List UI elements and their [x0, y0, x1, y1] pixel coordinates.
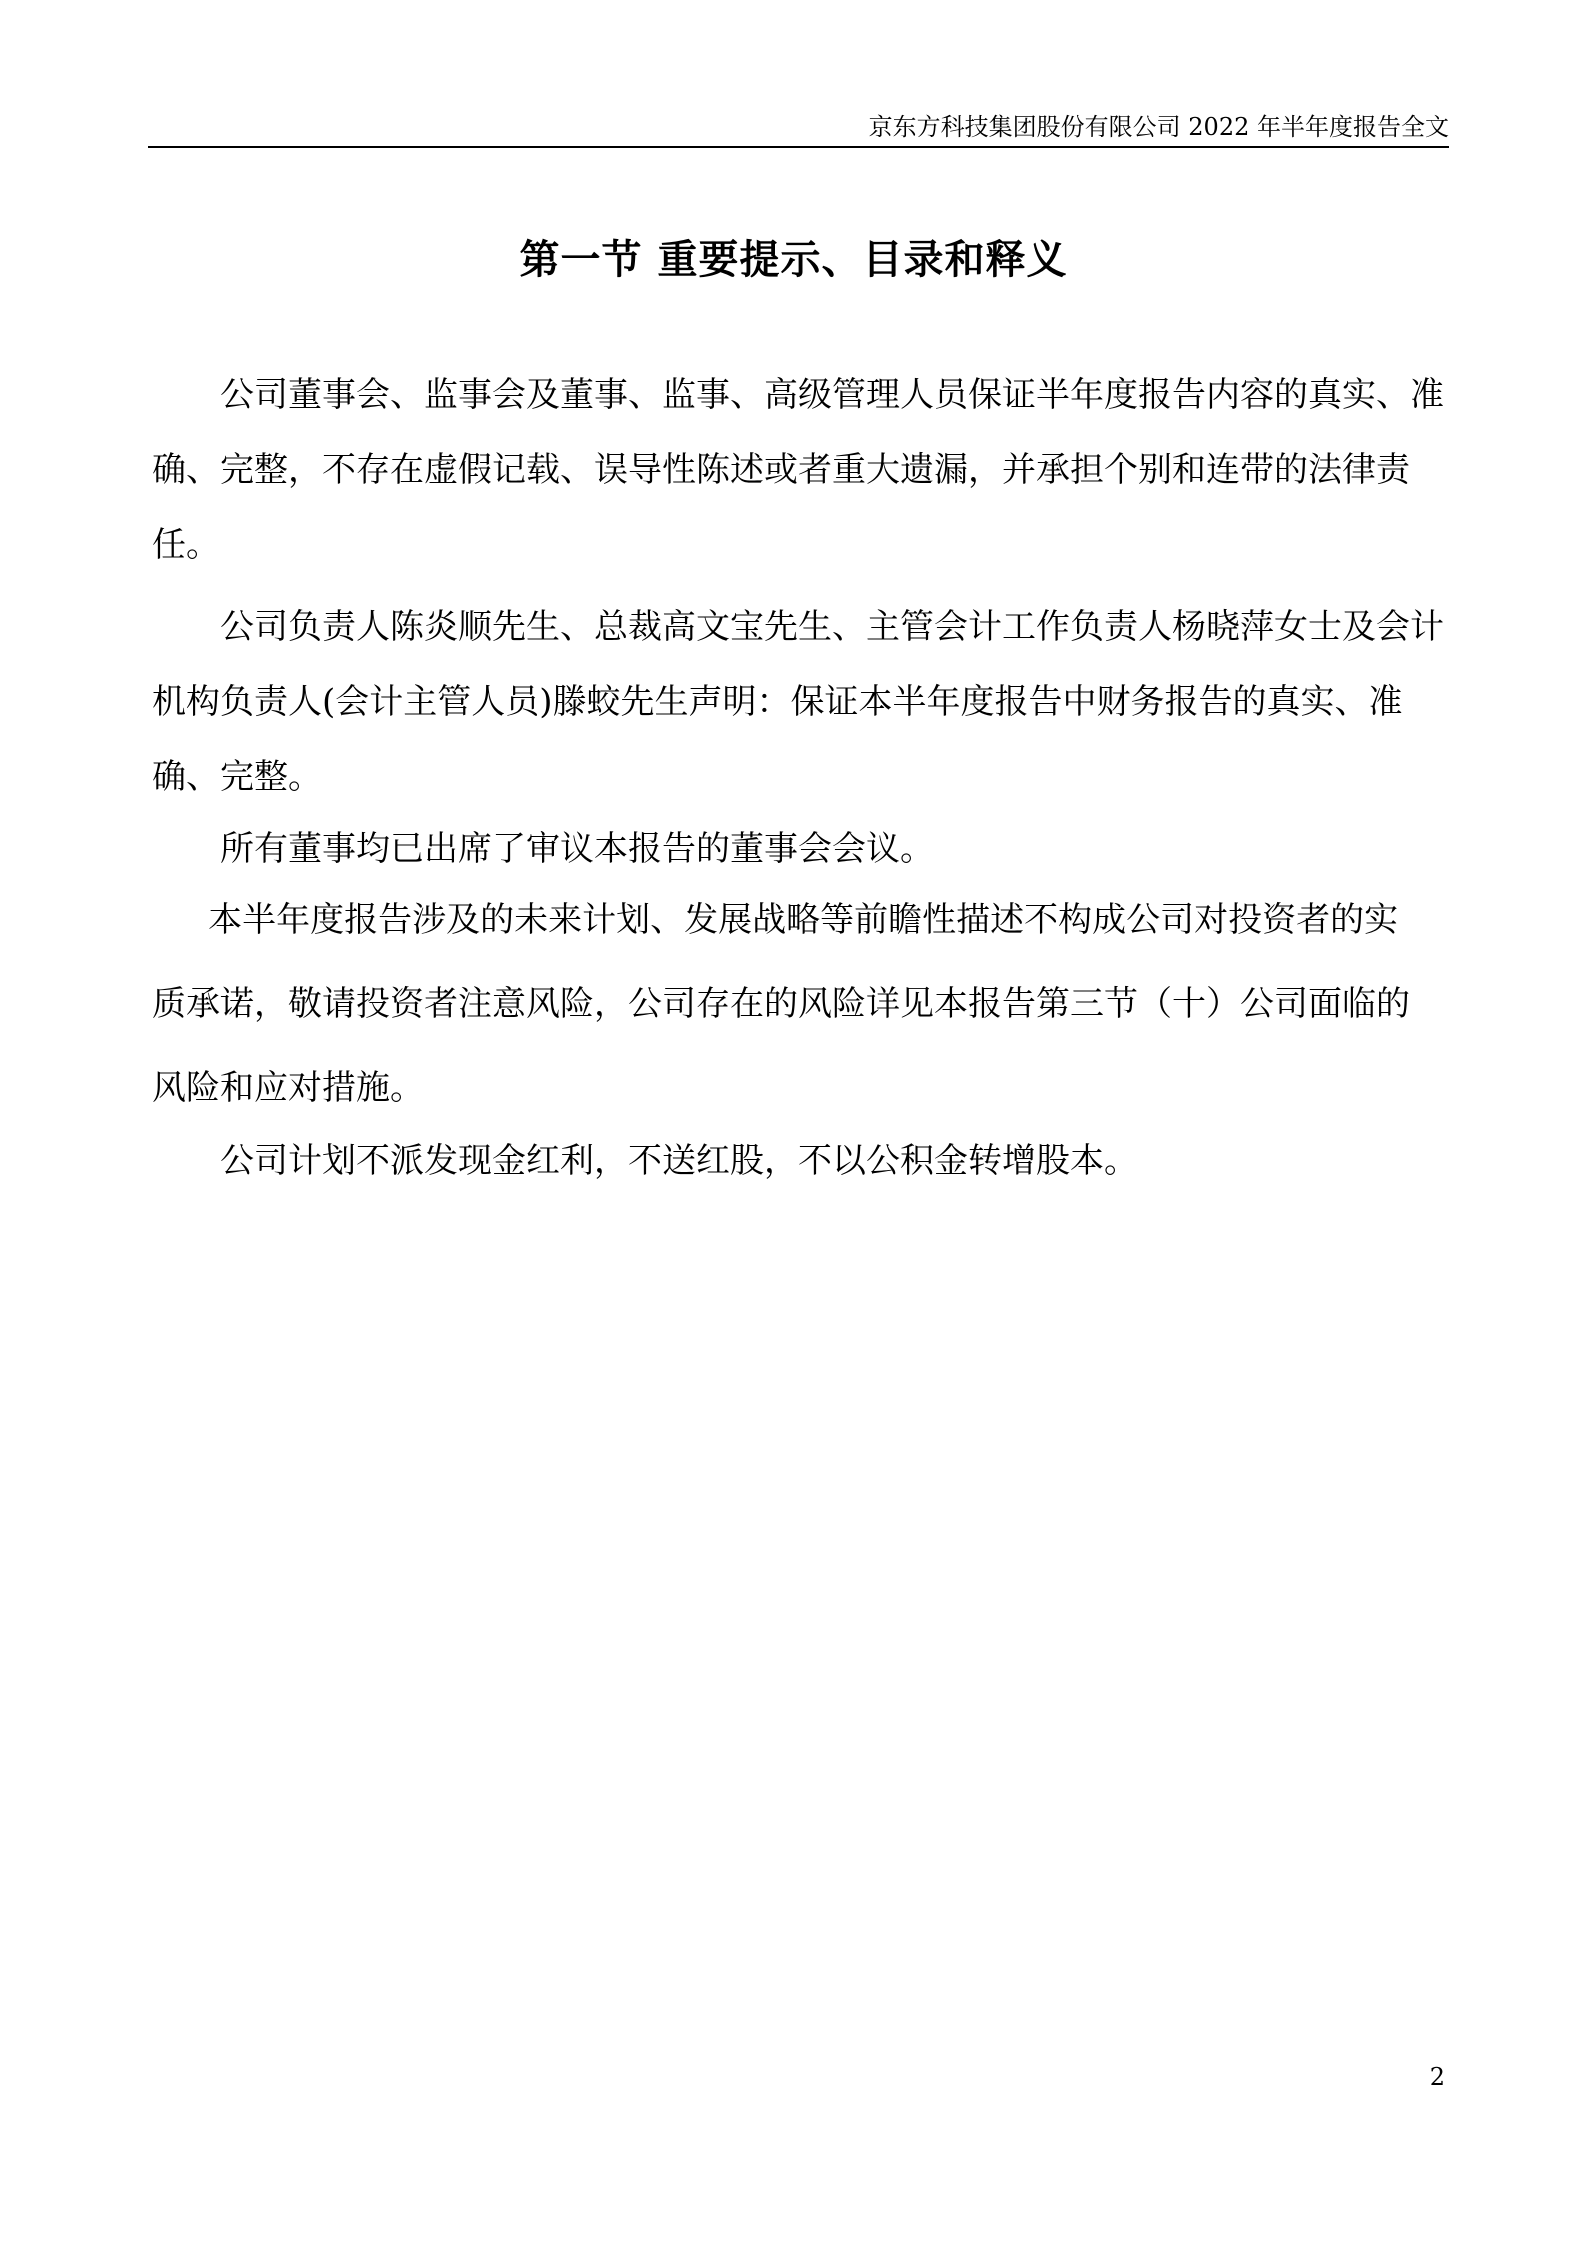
paragraph-board-attendance: 所有董事均已出席了审议本报告的董事会会议。 [220, 829, 934, 869]
header-divider [148, 146, 1449, 148]
paragraph-dividend-plan: 公司计划不派发现金红利，不送红股，不以公积金转增股本。 [220, 1141, 1138, 1181]
section-title: 第一节 重要提示、目录和释义 [519, 236, 1068, 283]
paragraph-responsibility-statement: 公司董事会、监事会及董事、监事、高级管理人员保证半年度报告内容的真实、准确、完整，不存在虚假记载、误导性陈述或者重大遗漏，并承担个别和连带的法律责任。 [152, 375, 1444, 565]
paragraph-management-declaration: 公司负责人陈炎顺先生、总裁高文宝先生、主管会计工作负责人杨晓萍女士及会计机构负责人(会计主管人员)滕蛟先生声明：保证本半年度报告中财务报告的真实、准确、完整。 [152, 607, 1444, 797]
page-header: 京东方科技集团股份有限公司 2022 年半年度报告全文 [868, 113, 1449, 141]
page-number: 2 [1429, 2063, 1445, 2091]
paragraph-forward-looking-risk: 本半年度报告涉及的未来计划、发展战略等前瞻性描述不构成公司对投资者的实质承诺，敬请投资者注意风险，公司存在的风险详见本报告第三节（十）公司面临的风险和应对措施。 [152, 900, 1410, 1108]
